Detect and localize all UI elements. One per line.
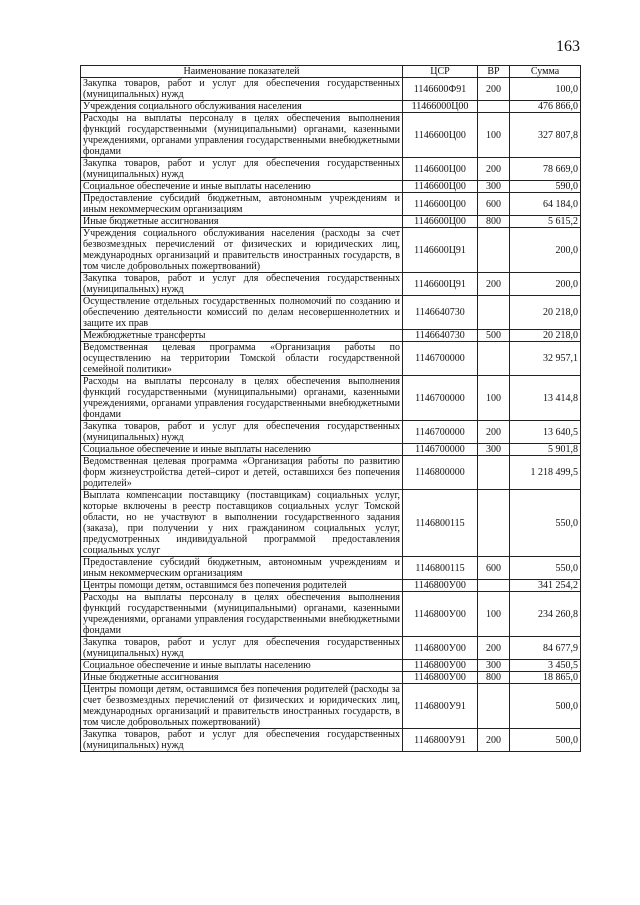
- cell-csr: 1146640730: [403, 330, 478, 342]
- cell-sum: 200,0: [510, 273, 581, 296]
- cell-csr: 1146600Ц00: [403, 113, 478, 158]
- cell-name: Расходы на выплаты персоналу в целях обеспечения выполнения функций государственными (муниципальными) органами, казенными учреждениями, органами управления государственными внебюджетными фондами: [81, 376, 403, 421]
- cell-vr: 500: [478, 330, 510, 342]
- cell-sum: 234 260,8: [510, 592, 581, 637]
- cell-name: Закупка товаров, работ и услуг для обеспечения государственных (муниципальных) нужд: [81, 78, 403, 101]
- cell-name: Ведомственная целевая программа «Организация работы по развитию форм жизнеустройства детей–сирот и детей, оставшихся без попечения родителей»: [81, 456, 403, 490]
- cell-csr: 1146800115: [403, 490, 478, 557]
- table-header-row: [81, 66, 581, 78]
- cell-sum: 590,0: [510, 181, 581, 193]
- cell-sum: 5 615,2: [510, 216, 581, 228]
- cell-vr: 100: [478, 376, 510, 421]
- header-sum: Сумма: [510, 66, 581, 78]
- cell-csr: 1146600Ц00: [403, 193, 478, 216]
- cell-sum: 550,0: [510, 490, 581, 557]
- cell-csr: 1146700000: [403, 342, 478, 376]
- cell-csr: 1146800У91: [403, 684, 478, 729]
- cell-name: Учреждения социального обслуживания населения (расходы за счет безвозмездных перечислений от физических и юридических лиц, международных организаций и правительств иностранных государств, в том числе добровольных пожертвований): [81, 228, 403, 273]
- cell-sum: 200,0: [510, 228, 581, 273]
- cell-csr: 1146800У00: [403, 672, 478, 684]
- page-number: 163: [556, 38, 580, 55]
- cell-vr: 100: [478, 113, 510, 158]
- table-row: [81, 228, 581, 273]
- cell-vr: 300: [478, 444, 510, 456]
- cell-csr: 1146600Ц91: [403, 228, 478, 273]
- table-row: [81, 660, 581, 672]
- table-row: [81, 490, 581, 557]
- cell-csr: 1146700000: [403, 421, 478, 444]
- cell-vr: 800: [478, 216, 510, 228]
- cell-vr: 300: [478, 181, 510, 193]
- table-row: [81, 456, 581, 490]
- table-row: [81, 193, 581, 216]
- cell-sum: 13 640,5: [510, 421, 581, 444]
- cell-sum: 476 866,0: [510, 101, 581, 113]
- cell-vr: [478, 296, 510, 330]
- table-row: [81, 684, 581, 729]
- cell-name: Выплата компенсации поставщику (поставщикам) социальных услуг, которые включены в реестр поставщиков социальных услуг Томской области, но не участвуют в выполнении государственного задания (заказа), при получении у них гражданином социальных услуг, предусмотренных индивидуальной программой предоставления социальных услуг: [81, 490, 403, 557]
- cell-csr: 1146700000: [403, 444, 478, 456]
- cell-sum: 20 218,0: [510, 330, 581, 342]
- cell-name: Осуществление отдельных государственных полномочий по созданию и обеспечению деятельности комиссий по делам несовершеннолетних и защите их прав: [81, 296, 403, 330]
- table-row: [81, 181, 581, 193]
- cell-csr: 11466000Ц00: [403, 101, 478, 113]
- table-row: [81, 729, 581, 752]
- cell-csr: 1146600Ц00: [403, 216, 478, 228]
- cell-name: Иные бюджетные ассигнования: [81, 216, 403, 228]
- cell-name: Расходы на выплаты персоналу в целях обеспечения выполнения функций государственными (муниципальными) органами, казенными учреждениями, органами управления государственными внебюджетными фондами: [81, 113, 403, 158]
- cell-sum: 84 677,9: [510, 637, 581, 660]
- table-row: [81, 376, 581, 421]
- cell-vr: 800: [478, 672, 510, 684]
- cell-sum: 5 901,8: [510, 444, 581, 456]
- cell-sum: 32 957,1: [510, 342, 581, 376]
- cell-sum: 550,0: [510, 557, 581, 580]
- cell-name: Иные бюджетные ассигнования: [81, 672, 403, 684]
- cell-vr: [478, 490, 510, 557]
- table-row: [81, 557, 581, 580]
- cell-vr: 600: [478, 557, 510, 580]
- table-row: [81, 580, 581, 592]
- table-row: [81, 158, 581, 181]
- cell-sum: 327 807,8: [510, 113, 581, 158]
- cell-name: Закупка товаров, работ и услуг для обеспечения государственных (муниципальных) нужд: [81, 729, 403, 752]
- cell-sum: 100,0: [510, 78, 581, 101]
- cell-name: Центры помощи детям, оставшимся без попечения родителей (расходы за счет безвозмездных перечислений от физических и юридических лиц, международных организаций и правительств иностранных государств, в том числе добровольных пожертвований): [81, 684, 403, 729]
- cell-sum: 18 865,0: [510, 672, 581, 684]
- cell-name: Межбюджетные трансферты: [81, 330, 403, 342]
- cell-vr: 200: [478, 158, 510, 181]
- cell-name: Закупка товаров, работ и услуг для обеспечения государственных (муниципальных) нужд: [81, 421, 403, 444]
- table-row: [81, 296, 581, 330]
- cell-csr: 1146600Ц00: [403, 158, 478, 181]
- cell-name: Закупка товаров, работ и услуг для обеспечения государственных (муниципальных) нужд: [81, 158, 403, 181]
- cell-name: Социальное обеспечение и иные выплаты населению: [81, 444, 403, 456]
- table-row: [81, 637, 581, 660]
- cell-name: Социальное обеспечение и иные выплаты населению: [81, 660, 403, 672]
- table-row: [81, 113, 581, 158]
- table-row: [81, 273, 581, 296]
- cell-csr: 1146800115: [403, 557, 478, 580]
- cell-vr: 200: [478, 637, 510, 660]
- header-name: Наименование показателей: [81, 66, 403, 78]
- cell-vr: 200: [478, 273, 510, 296]
- cell-name: Центры помощи детям, оставшимся без попечения родителей: [81, 580, 403, 592]
- cell-sum: 500,0: [510, 729, 581, 752]
- table-row: [81, 216, 581, 228]
- table-row: [81, 342, 581, 376]
- cell-sum: 13 414,8: [510, 376, 581, 421]
- cell-name: Закупка товаров, работ и услуг для обеспечения государственных (муниципальных) нужд: [81, 273, 403, 296]
- cell-vr: 600: [478, 193, 510, 216]
- table-body: [81, 78, 581, 752]
- header-csr: ЦСР: [403, 66, 478, 78]
- table-row: [81, 421, 581, 444]
- cell-vr: 200: [478, 78, 510, 101]
- cell-name: Социальное обеспечение и иные выплаты населению: [81, 181, 403, 193]
- cell-csr: 1146600Ц00: [403, 181, 478, 193]
- table-row: [81, 78, 581, 101]
- cell-sum: 500,0: [510, 684, 581, 729]
- cell-csr: 1146800У00: [403, 592, 478, 637]
- table-row: [81, 101, 581, 113]
- cell-csr: 1146800У00: [403, 660, 478, 672]
- cell-csr: 1146800У00: [403, 580, 478, 592]
- budget-table: [80, 65, 581, 752]
- table-row: [81, 330, 581, 342]
- table-row: [81, 444, 581, 456]
- cell-vr: [478, 101, 510, 113]
- cell-sum: 341 254,2: [510, 580, 581, 592]
- cell-vr: [478, 580, 510, 592]
- table-row: [81, 672, 581, 684]
- cell-sum: 1 218 499,5: [510, 456, 581, 490]
- cell-vr: 200: [478, 421, 510, 444]
- cell-vr: 200: [478, 729, 510, 752]
- cell-name: Закупка товаров, работ и услуг для обеспечения государственных (муниципальных) нужд: [81, 637, 403, 660]
- cell-vr: [478, 342, 510, 376]
- cell-vr: 100: [478, 592, 510, 637]
- cell-vr: [478, 684, 510, 729]
- cell-vr: 300: [478, 660, 510, 672]
- cell-sum: 3 450,5: [510, 660, 581, 672]
- cell-name: Расходы на выплаты персоналу в целях обеспечения выполнения функций государственными (муниципальными) органами, казенными учреждениями, органами управления государственными внебюджетными фондами: [81, 592, 403, 637]
- header-vr: ВР: [478, 66, 510, 78]
- cell-csr: 1146600Ф91: [403, 78, 478, 101]
- cell-name: Ведомственная целевая программа «Организация работы по осуществлению на территории Томской области государственной семейной политики»: [81, 342, 403, 376]
- cell-csr: 1146640730: [403, 296, 478, 330]
- cell-csr: 1146800У91: [403, 729, 478, 752]
- cell-vr: [478, 456, 510, 490]
- cell-vr: [478, 228, 510, 273]
- table-row: [81, 592, 581, 637]
- cell-sum: 78 669,0: [510, 158, 581, 181]
- cell-csr: 1146700000: [403, 376, 478, 421]
- cell-name: Учреждения социального обслуживания населения: [81, 101, 403, 113]
- cell-name: Предоставление субсидий бюджетным, автономным учреждениям и иным некоммерческим организациям: [81, 557, 403, 580]
- cell-csr: 1146600Ц91: [403, 273, 478, 296]
- cell-csr: 1146800000: [403, 456, 478, 490]
- cell-sum: 64 184,0: [510, 193, 581, 216]
- cell-sum: 20 218,0: [510, 296, 581, 330]
- cell-csr: 1146800У00: [403, 637, 478, 660]
- cell-name: Предоставление субсидий бюджетным, автономным учреждениям и иным некоммерческим организациям: [81, 193, 403, 216]
